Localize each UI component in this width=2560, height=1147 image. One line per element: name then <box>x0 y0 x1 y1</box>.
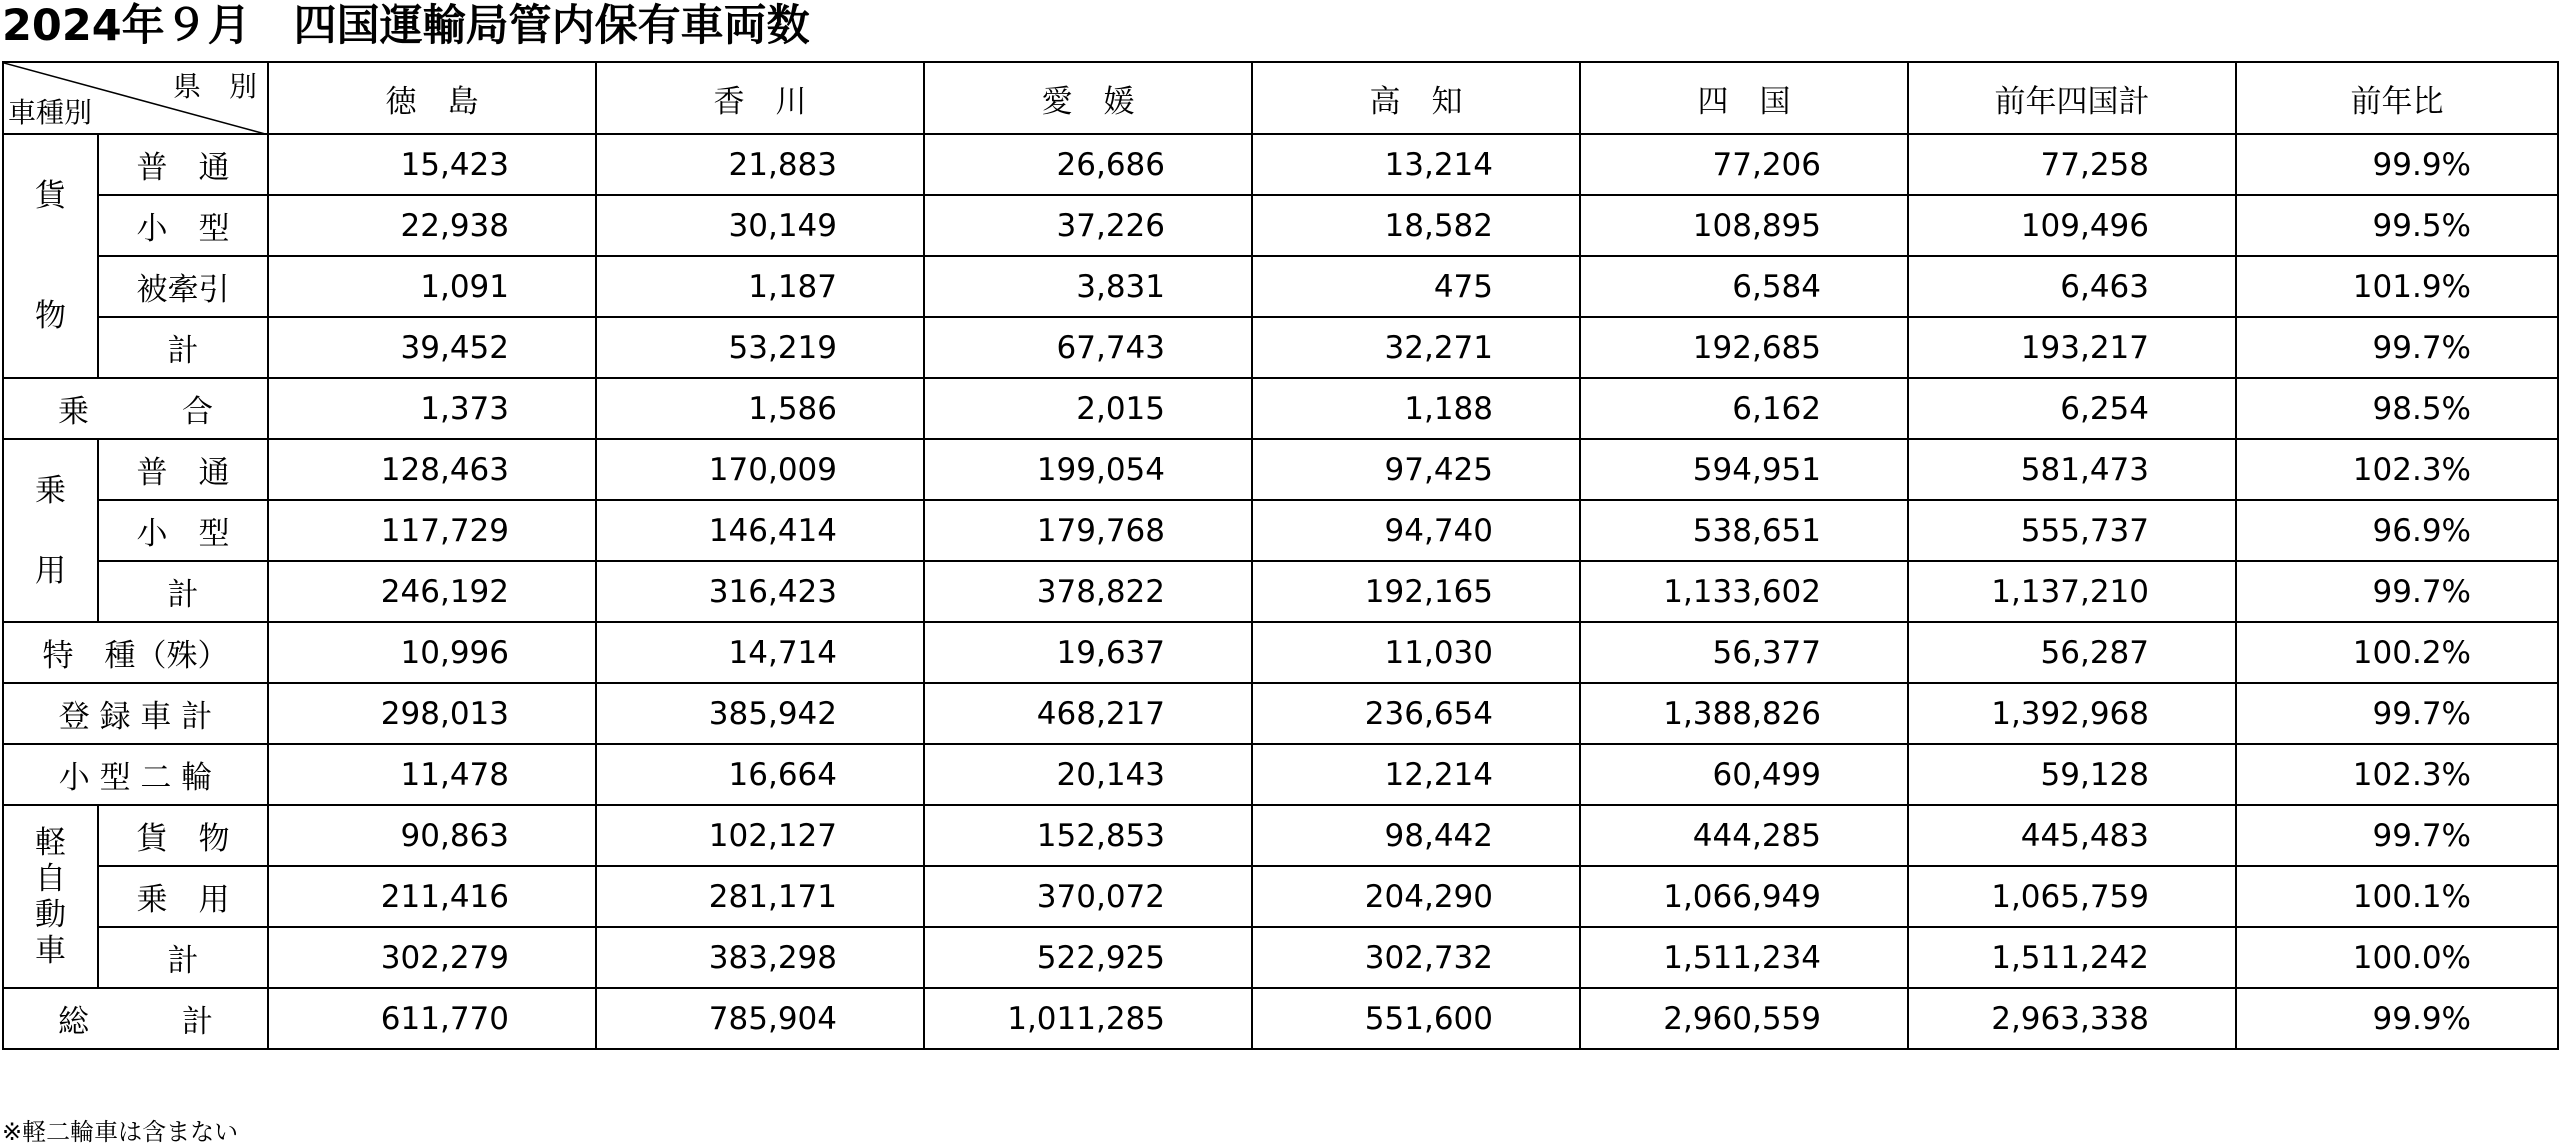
value-cell: 128,463 <box>268 439 596 500</box>
value-cell: 99.5% <box>2236 195 2558 256</box>
column-header-kochi: 高 知 <box>1252 62 1580 134</box>
table-row <box>3 134 2558 195</box>
value-cell: 77,206 <box>1580 134 1908 195</box>
value-cell: 99.7% <box>2236 683 2558 744</box>
value-cell: 67,743 <box>924 317 1252 378</box>
column-header-tokushima: 徳 島 <box>268 62 596 134</box>
row-label: 乗 合 <box>3 378 268 439</box>
value-cell: 468,217 <box>924 683 1252 744</box>
value-cell: 475 <box>1252 256 1580 317</box>
table-row <box>3 195 2558 256</box>
value-cell: 56,287 <box>1908 622 2236 683</box>
value-cell: 14,714 <box>596 622 924 683</box>
value-cell: 378,822 <box>924 561 1252 622</box>
value-cell: 246,192 <box>268 561 596 622</box>
value-cell: 152,853 <box>924 805 1252 866</box>
group-cargo: 貨 物 <box>3 134 98 378</box>
value-cell: 18,582 <box>1252 195 1580 256</box>
value-cell: 383,298 <box>596 927 924 988</box>
value-cell: 11,030 <box>1252 622 1580 683</box>
value-cell: 6,584 <box>1580 256 1908 317</box>
value-cell: 1,065,759 <box>1908 866 2236 927</box>
table-row <box>3 317 2558 378</box>
value-cell: 555,737 <box>1908 500 2236 561</box>
value-cell: 102,127 <box>596 805 924 866</box>
row-label: 貨 物 <box>98 805 268 866</box>
value-cell: 1,511,242 <box>1908 927 2236 988</box>
value-cell: 21,883 <box>596 134 924 195</box>
value-cell: 1,188 <box>1252 378 1580 439</box>
row-label: 特 種（殊） <box>3 622 268 683</box>
group-light-vehicle: 軽 自 動 車 <box>3 805 98 988</box>
value-cell: 2,960,559 <box>1580 988 1908 1049</box>
value-cell: 1,091 <box>268 256 596 317</box>
row-label: 小 型 二 輪 <box>3 744 268 805</box>
value-cell: 192,685 <box>1580 317 1908 378</box>
value-cell: 444,285 <box>1580 805 1908 866</box>
value-cell: 199,054 <box>924 439 1252 500</box>
value-cell: 99.7% <box>2236 317 2558 378</box>
value-cell: 3,831 <box>924 256 1252 317</box>
vehicle-count-table <box>2 61 2559 1050</box>
value-cell: 22,938 <box>268 195 596 256</box>
value-cell: 785,904 <box>596 988 924 1049</box>
table-row <box>3 622 2558 683</box>
value-cell: 10,996 <box>268 622 596 683</box>
footnote: ※軽二輪車は含まない <box>2 1118 239 1146</box>
value-cell: 236,654 <box>1252 683 1580 744</box>
value-cell: 101.9% <box>2236 256 2558 317</box>
value-cell: 1,511,234 <box>1580 927 1908 988</box>
value-cell: 302,732 <box>1252 927 1580 988</box>
row-label: 計 <box>98 561 268 622</box>
value-cell: 1,586 <box>596 378 924 439</box>
value-cell: 97,425 <box>1252 439 1580 500</box>
table-row <box>3 805 2558 866</box>
column-header-ehime: 愛 媛 <box>924 62 1252 134</box>
value-cell: 39,452 <box>268 317 596 378</box>
value-cell: 316,423 <box>596 561 924 622</box>
value-cell: 538,651 <box>1580 500 1908 561</box>
table-row <box>3 561 2558 622</box>
value-cell: 99.9% <box>2236 988 2558 1049</box>
value-cell: 1,133,602 <box>1580 561 1908 622</box>
value-cell: 146,414 <box>596 500 924 561</box>
value-cell: 2,963,338 <box>1908 988 2236 1049</box>
value-cell: 1,392,968 <box>1908 683 2236 744</box>
value-cell: 53,219 <box>596 317 924 378</box>
column-header-prev-year-total: 前年四国計 <box>1908 62 2236 134</box>
table-row <box>3 256 2558 317</box>
value-cell: 6,254 <box>1908 378 2236 439</box>
prefecture-axis-label: 県 別 <box>172 70 257 103</box>
value-cell: 108,895 <box>1580 195 1908 256</box>
value-cell: 100.1% <box>2236 866 2558 927</box>
row-label: 被牽引 <box>98 256 268 317</box>
value-cell: 56,377 <box>1580 622 1908 683</box>
table-row <box>3 988 2558 1049</box>
value-cell: 1,011,285 <box>924 988 1252 1049</box>
value-cell: 60,499 <box>1580 744 1908 805</box>
value-cell: 204,290 <box>1252 866 1580 927</box>
table-row <box>3 500 2558 561</box>
column-header-yoy-ratio: 前年比 <box>2236 62 2558 134</box>
page-title: 2024年９月 四国運輸局管内保有車両数 <box>2 1 810 51</box>
value-cell: 445,483 <box>1908 805 2236 866</box>
row-label: 計 <box>98 317 268 378</box>
value-cell: 19,637 <box>924 622 1252 683</box>
value-cell: 109,496 <box>1908 195 2236 256</box>
value-cell: 102.3% <box>2236 439 2558 500</box>
value-cell: 302,279 <box>268 927 596 988</box>
table-row <box>3 683 2558 744</box>
value-cell: 192,165 <box>1252 561 1580 622</box>
value-cell: 100.2% <box>2236 622 2558 683</box>
corner-header-cell <box>3 62 268 134</box>
table-row <box>3 378 2558 439</box>
row-label: 総 計 <box>3 988 268 1049</box>
value-cell: 32,271 <box>1252 317 1580 378</box>
value-cell: 11,478 <box>268 744 596 805</box>
value-cell: 193,217 <box>1908 317 2236 378</box>
value-cell: 100.0% <box>2236 927 2558 988</box>
value-cell: 385,942 <box>596 683 924 744</box>
value-cell: 98.5% <box>2236 378 2558 439</box>
value-cell: 98,442 <box>1252 805 1580 866</box>
value-cell: 59,128 <box>1908 744 2236 805</box>
row-label: 乗 用 <box>98 866 268 927</box>
row-label: 普 通 <box>98 439 268 500</box>
header-row <box>3 62 2558 134</box>
row-label: 計 <box>98 927 268 988</box>
value-cell: 37,226 <box>924 195 1252 256</box>
value-cell: 370,072 <box>924 866 1252 927</box>
column-header-kagawa: 香 川 <box>596 62 924 134</box>
value-cell: 96.9% <box>2236 500 2558 561</box>
row-label: 登 録 車 計 <box>3 683 268 744</box>
value-cell: 1,066,949 <box>1580 866 1908 927</box>
value-cell: 90,863 <box>268 805 596 866</box>
value-cell: 594,951 <box>1580 439 1908 500</box>
table-row <box>3 866 2558 927</box>
row-label: 普 通 <box>98 134 268 195</box>
value-cell: 20,143 <box>924 744 1252 805</box>
value-cell: 1,187 <box>596 256 924 317</box>
value-cell: 12,214 <box>1252 744 1580 805</box>
value-cell: 15,423 <box>268 134 596 195</box>
value-cell: 298,013 <box>268 683 596 744</box>
value-cell: 13,214 <box>1252 134 1580 195</box>
value-cell: 170,009 <box>596 439 924 500</box>
value-cell: 179,768 <box>924 500 1252 561</box>
value-cell: 211,416 <box>268 866 596 927</box>
value-cell: 99.7% <box>2236 805 2558 866</box>
value-cell: 16,664 <box>596 744 924 805</box>
value-cell: 117,729 <box>268 500 596 561</box>
value-cell: 281,171 <box>596 866 924 927</box>
value-cell: 6,162 <box>1580 378 1908 439</box>
table-row <box>3 439 2558 500</box>
value-cell: 2,015 <box>924 378 1252 439</box>
row-label: 小 型 <box>98 195 268 256</box>
value-cell: 1,137,210 <box>1908 561 2236 622</box>
vehicle-type-axis-label: 車種別 <box>8 96 93 129</box>
column-header-shikoku: 四 国 <box>1580 62 1908 134</box>
value-cell: 102.3% <box>2236 744 2558 805</box>
value-cell: 522,925 <box>924 927 1252 988</box>
value-cell: 581,473 <box>1908 439 2236 500</box>
value-cell: 1,388,826 <box>1580 683 1908 744</box>
table-row <box>3 744 2558 805</box>
value-cell: 94,740 <box>1252 500 1580 561</box>
value-cell: 77,258 <box>1908 134 2236 195</box>
value-cell: 26,686 <box>924 134 1252 195</box>
value-cell: 551,600 <box>1252 988 1580 1049</box>
value-cell: 6,463 <box>1908 256 2236 317</box>
group-passenger: 乗 用 <box>3 439 98 622</box>
value-cell: 611,770 <box>268 988 596 1049</box>
value-cell: 99.9% <box>2236 134 2558 195</box>
value-cell: 1,373 <box>268 378 596 439</box>
value-cell: 99.7% <box>2236 561 2558 622</box>
value-cell: 30,149 <box>596 195 924 256</box>
table-row <box>3 927 2558 988</box>
row-label: 小 型 <box>98 500 268 561</box>
